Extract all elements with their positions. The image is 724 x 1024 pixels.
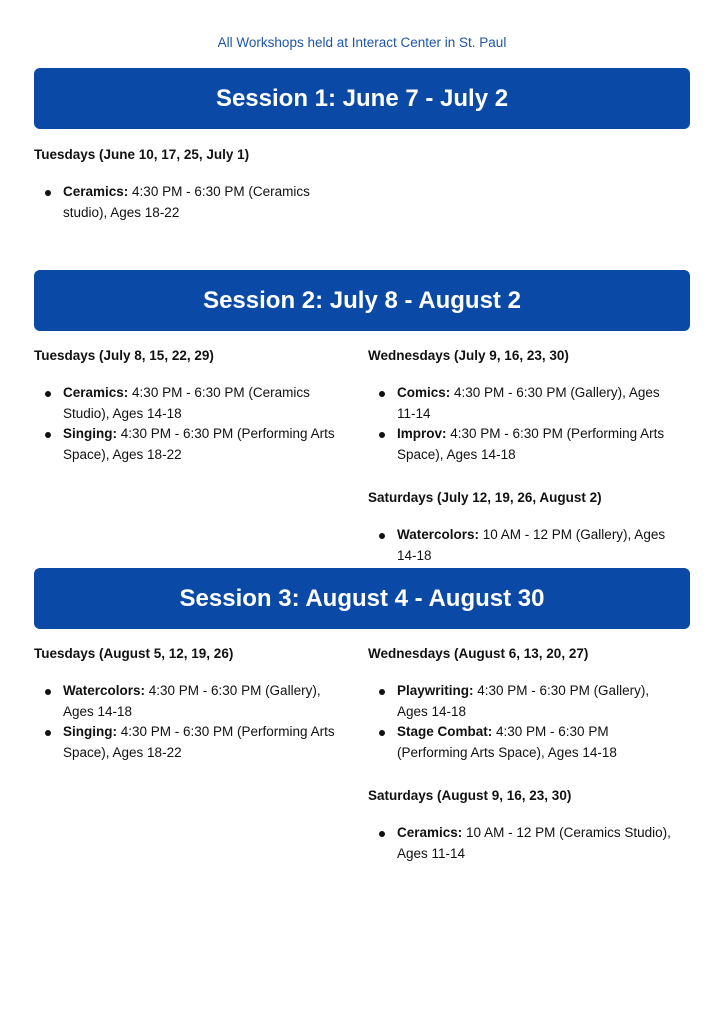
workshop-name: Ceramics: (63, 184, 129, 199)
list-item (368, 681, 677, 722)
day-heading: Saturdays (July 12, 19, 26, August 2) (368, 490, 602, 505)
bullet-icon (379, 689, 385, 695)
bullet-icon (45, 689, 51, 695)
session-3-left-column (34, 645, 356, 787)
list-item (34, 681, 343, 722)
workshop-details: 4:30 PM - 6:30 PM (Gallery), Ages 14-18 (63, 683, 321, 719)
workshop-name: Watercolors: (397, 527, 480, 542)
workshop-details: 4:30 PM - 6:30 PM (Performing Arts Space), Ages 14-18 (397, 724, 617, 760)
list-item (368, 722, 677, 763)
workshop-list (368, 823, 690, 864)
bullet-icon (379, 432, 385, 438)
workshop-details: 10 AM - 12 PM (Gallery), Ages 14-18 (397, 527, 666, 563)
workshop-details: 4:30 PM - 6:30 PM (Ceramics Studio), Ages 14-18 (63, 385, 310, 421)
bullet-icon (379, 730, 385, 736)
workshop-details: 4:30 PM - 6:30 PM (Performing Arts Space), Ages 14-18 (397, 426, 665, 462)
bullet-icon (379, 391, 385, 397)
session-2-right-column (368, 347, 690, 590)
workshop-name: Ceramics: (397, 825, 463, 840)
session-3-banner: Session 3: August 4 - August 30 (34, 568, 690, 629)
session-1-banner: Session 1: June 7 - July 2 (34, 68, 690, 129)
list-item (34, 722, 343, 763)
list-item (368, 823, 677, 864)
day-heading: Wednesdays (August 6, 13, 20, 27) (368, 646, 589, 661)
session-3-right-column (368, 645, 690, 888)
workshop-details: 4:30 PM - 6:30 PM (Gallery), Ages 14-18 (397, 683, 650, 719)
list-item (34, 182, 343, 223)
list-item (368, 525, 677, 566)
workshop-list (368, 681, 690, 763)
workshop-list (34, 383, 356, 465)
workshop-name: Comics: (397, 385, 451, 400)
workshop-list (34, 182, 356, 223)
day-heading: Saturdays (August 9, 16, 23, 30) (368, 788, 572, 803)
workshop-details: 4:30 PM - 6:30 PM (Performing Arts Space), Ages 18-22 (63, 724, 335, 760)
workshop-name: Improv: (397, 426, 447, 441)
list-item (368, 424, 677, 465)
list-item (34, 383, 343, 424)
bullet-icon (45, 432, 51, 438)
workshop-details: 4:30 PM - 6:30 PM (Gallery), Ages 11-14 (397, 385, 660, 421)
bullet-icon (45, 730, 51, 736)
day-heading: Tuesdays (June 10, 17, 25, July 1) (34, 147, 250, 162)
session-2-banner: Session 2: July 8 - August 2 (34, 270, 690, 331)
bullet-icon (379, 831, 385, 837)
session-2-left-column (34, 347, 356, 489)
session-1-left-column (34, 146, 356, 247)
workshop-name: Ceramics: (63, 385, 129, 400)
page-subtitle: All Workshops held at Interact Center in St. Paul (217, 35, 507, 50)
workshop-name: Singing: (63, 426, 117, 441)
workshop-name: Watercolors: (63, 683, 146, 698)
workshop-name: Singing: (63, 724, 117, 739)
workshop-list (34, 681, 356, 763)
day-heading: Tuesdays (July 8, 15, 22, 29) (34, 348, 214, 363)
list-item (368, 383, 677, 424)
workshop-name: Playwriting: (397, 683, 474, 698)
list-item (34, 424, 343, 465)
day-heading: Wednesdays (July 9, 16, 23, 30) (368, 348, 569, 363)
bullet-icon (45, 190, 51, 196)
workshop-details: 4:30 PM - 6:30 PM (Performing Arts Space), Ages 18-22 (63, 426, 335, 462)
workshop-details: 4:30 PM - 6:30 PM (Ceramics studio), Ages 18-22 (63, 184, 310, 220)
day-heading: Tuesdays (August 5, 12, 19, 26) (34, 646, 234, 661)
workshop-name: Stage Combat: (397, 724, 493, 739)
workshop-list (368, 525, 690, 566)
workshop-details: 10 AM - 12 PM (Ceramics Studio), Ages 11-14 (397, 825, 671, 861)
bullet-icon (379, 533, 385, 539)
bullet-icon (45, 391, 51, 397)
workshop-list (368, 383, 690, 465)
